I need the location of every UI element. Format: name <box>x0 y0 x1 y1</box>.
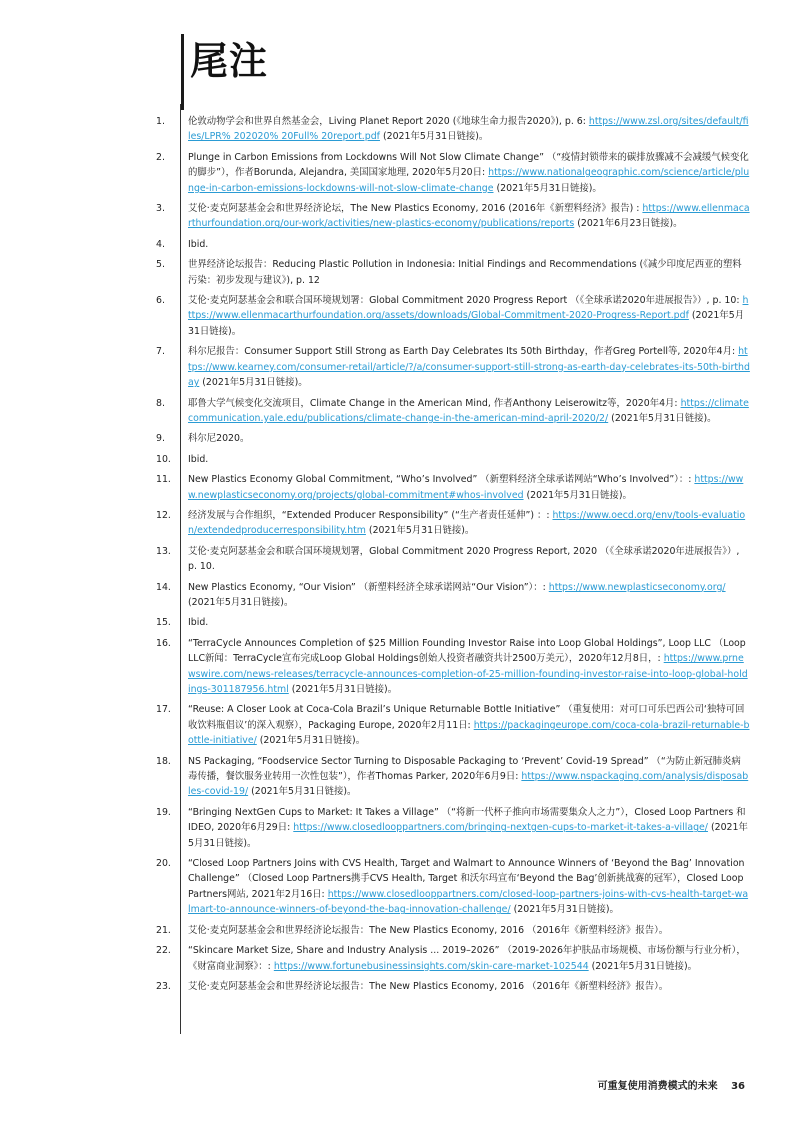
endnote-text-run: (2021年5月31日链接)。 <box>188 822 748 849</box>
endnote <box>150 114 750 145</box>
endnote-text-run: 伦敦动物学会和世界自然基金会，Living Planet Report 2020 (《地球生命力报告2020》), p. 6: <box>188 116 589 127</box>
endnote-text-run: (2021年5月31日链接)。 <box>288 684 398 695</box>
endnote <box>150 201 750 232</box>
endnote <box>150 805 750 851</box>
endnote-text-run: Ibid. <box>188 617 209 629</box>
endnote-link[interactable]: https://www.closedlooppartners.com/closed-loop-partners-joins-with-cvs-health-target-walmart-to-announce-winners-of-beyond-the-bag-innovation-challenge/ <box>188 888 749 916</box>
endnote-number: 22. <box>156 945 171 957</box>
endnote-text <box>188 580 750 611</box>
endnote-text-run: NS Packaging, “Foodservice Sector Turning to Disposable Packaging to ‘Prevent’ Covid-19 Spread” （“为防止新冠肺炎病毒传播，餐饮服务业转用一次性包装”），作者Thomas Parker, 2020年6月9日: <box>188 755 741 783</box>
endnote-text <box>188 452 750 467</box>
page-title: 尾注 <box>190 39 269 83</box>
endnote <box>150 237 750 252</box>
endnote-link[interactable]: https://www.zsl.org/sites/default/files/LPR% 202020% 20Full% 20report.pdf <box>188 116 749 143</box>
endnote-link[interactable]: https://www.nspackaging.com/analysis/disposables-covid-19/ <box>188 771 749 798</box>
endnote-text-run: (2021年5月31日链接)。 <box>379 131 489 143</box>
endnote-text <box>188 114 750 145</box>
endnote-text-run: 艾伦·麦克阿瑟基金会和联合国环境规划署，Global Commitment 2020 Progress Report, 2020 （《全球承诺2020年进展报告》）, p. 10. <box>188 545 740 573</box>
endnote-text-run: (2021年5月31日链接)。 <box>493 182 602 194</box>
endnote <box>150 396 750 427</box>
endnote-number: 14. <box>156 581 171 593</box>
endnote <box>150 472 750 503</box>
endnote-text <box>188 396 750 427</box>
endnote-link[interactable]: https://www.newplasticseconomy.org/ <box>548 581 726 593</box>
endnote-text-run: 耶鲁大学气候变化交流项目，Climate Change in the American Mind, 作者Anthony Leiserowitz等，2020年4月: <box>188 397 681 409</box>
endnote-text <box>188 431 750 446</box>
endnote-number: 10. <box>156 453 171 465</box>
page-footer <box>598 1077 745 1092</box>
endnote-number: 21. <box>156 924 171 936</box>
endnote-text-run: 艾伦·麦克阿瑟基金会和世界经济论坛报告：The New Plastics Economy, 2016 （2016年《新塑料经济》报告）。 <box>188 980 669 992</box>
endnote-text-run: 艾伦·麦克阿瑟基金会和世界经济论坛，The New Plastics Economy, 2016 (2016年《新塑料经济》报告) : <box>188 203 643 215</box>
endnote-text <box>188 293 750 339</box>
endnote-text-run: “Bringing NextGen Cups to Market: It Takes a Village” （“将新一代杯子推向市场需要集众人之力”），Closed Loop Partners 和IDEO, 2020年6月29日: <box>188 806 746 834</box>
endnote-number: 15. <box>156 617 171 629</box>
endnote-number: 3. <box>156 203 165 215</box>
title-accent-bar <box>181 34 184 110</box>
endnote-link[interactable]: https://climatecommunication.yale.edu/publications/climate-change-in-the-american-mind-april-2020/2/ <box>188 397 749 424</box>
endnote <box>150 150 750 196</box>
endnote-link[interactable]: https://www.fortunebusinessinsights.com/skin-care-market-102544 <box>273 960 589 972</box>
endnote <box>150 923 750 938</box>
endnote-text-run: Ibid. <box>188 453 209 465</box>
endnote-text-run: (2021年5月31日链接)。 <box>365 525 475 537</box>
endnote-text <box>188 472 750 503</box>
endnote-link[interactable]: https://www.ellenmacarthurfoundation.org/assets/downloads/Global-Commitment-2020-Progress-Report.pdf <box>188 295 749 322</box>
endnote-number: 13. <box>156 545 171 557</box>
endnote-number: 23. <box>156 980 171 992</box>
endnote-text <box>188 702 750 748</box>
endnote <box>150 344 750 390</box>
endnote-text-run: 艾伦·麦克阿瑟基金会和世界经济论坛报告：The New Plastics Economy, 2016 （2016年《新塑料经济》报告）。 <box>188 924 669 936</box>
endnote-text-run: Plunge in Carbon Emissions from Lockdowns Will Not Slow Climate Change” （“疫情封锁带来的碳排放骤减不会减缓气候变化的脚步”），作者Borunda, Alejandra, 美国国家地理, 2020年5月20日: <box>188 151 749 179</box>
endnote-text <box>188 237 750 252</box>
endnote <box>150 580 750 611</box>
endnote-text <box>188 344 750 390</box>
endnote-text-run: (2021年5月31日链接)。 <box>188 596 294 608</box>
endnote-text-run: Ibid. <box>188 238 209 250</box>
endnote <box>150 636 750 698</box>
endnote-text <box>188 943 750 974</box>
endnote-number: 2. <box>156 151 165 163</box>
endnote <box>150 979 750 994</box>
endnote-link[interactable]: https://www.nationalgeographic.com/science/article/plunge-in-carbon-emissions-lockdowns-will-not-slow-climate-change <box>188 167 750 194</box>
endnote-text-run: “TerraCycle Announces Completion of $25 Million Founding Investor Raise into Loop Global Holdings”, Loop LLC （Loop LLC新闻：TerraCycle宣布完成Loop Global Holdings创始人投资者融资共计2500万美元），2020年12月8日，: <box>188 637 746 665</box>
endnote-text-run: New Plastics Economy Global Commitment, “Who’s Involved” （新塑料经济全球承诺网站“Who’s Involved”）：: <box>188 474 695 486</box>
endnote-text-run: (2021年5月31日链接)。 <box>188 310 745 337</box>
endnote <box>150 615 750 630</box>
endnote <box>150 702 750 748</box>
endnote-link[interactable]: https://www.kearney.com/consumer-retail/article/?/a/consumer-support-still-strong-as-earth-day-celebrates-its-50th-birthday <box>188 346 750 389</box>
endnote-number: 9. <box>156 433 165 445</box>
endnote-text <box>188 615 750 630</box>
endnote-text <box>188 923 750 938</box>
endnote-number: 20. <box>156 858 171 870</box>
endnote <box>150 544 750 575</box>
endnote-text <box>188 544 750 575</box>
endnote <box>150 452 750 467</box>
endnote-number: 16. <box>156 637 171 649</box>
endnote <box>150 856 750 918</box>
endnote-number: 1. <box>156 116 165 127</box>
endnote <box>150 943 750 974</box>
endnote-link[interactable]: https://www.oecd.org/env/tools-evaluation/extendedproducerresponsibility.htm <box>188 509 746 537</box>
endnote-text-run: 科尔尼2020。 <box>188 433 250 445</box>
page-number: 36 <box>731 1081 745 1092</box>
endnote-text-run: (2021年6月23日链接)。 <box>574 218 683 230</box>
endnote <box>150 293 750 339</box>
endnote <box>150 257 750 288</box>
endnote-number: 17. <box>156 704 171 716</box>
endnote-link[interactable]: https://www.ellenmacarthurfoundation.org/our-work/activities/new-plastics-economy/publications/reports <box>188 203 750 230</box>
endnote-text <box>188 979 750 994</box>
endnote-text-run: 科尔尼报告：Consumer Support Still Strong as Earth Day Celebrates Its 50th Birthday，作者Greg Portell等, 2020年4月: <box>188 346 739 358</box>
endnote-text-run: 经济发展与合作组织，“Extended Producer Responsibility” (“生产者责任延伸”) ：: <box>188 509 553 521</box>
endnote-text-run: 艾伦·麦克阿瑟基金会和联合国环境规划署：Global Commitment 2020 Progress Report （《全球承诺2020年进展报告》）, p. 10: <box>188 295 743 307</box>
endnote-text <box>188 150 750 196</box>
endnote-link[interactable]: https://packagingeurope.com/coca-cola-brazil-returnable-bottle-initiative/ <box>188 719 750 747</box>
endnote-link[interactable]: https://www.closedlooppartners.com/bringing-nextgen-cups-to-market-it-takes-a-village/ <box>293 822 708 834</box>
endnote-text-run: (2021年5月31日链接)。 <box>510 904 619 916</box>
endnote-text <box>188 508 750 539</box>
endnote-text-run: “Reuse: A Closer Look at Coca-Cola Brazil’s Unique Returnable Bottle Initiative” （重复使用：对可口可乐巴西公司‘独特可回收饮料瓶倡议’的深入观察），Packaging Europe, 2020年2月11日: <box>188 704 745 731</box>
endnote-text <box>188 201 750 232</box>
endnote-link[interactable]: https://www.newplasticseconomy.org/projects/global-commitment#whos-involved <box>188 474 744 501</box>
endnote-text-run: (2021年5月31日链接)。 <box>523 489 632 501</box>
endnote-text-run: 世界经济论坛报告：Reducing Plastic Pollution in Indonesia: Initial Findings and Recommendations (《减少印度尼西亚的塑料污染：初步发现与建议》), p. 12 <box>188 259 742 286</box>
endnote-text <box>188 856 750 918</box>
endnote-text <box>188 805 750 851</box>
endnote <box>150 754 750 800</box>
endnote-text <box>188 636 750 698</box>
endnote-text <box>188 257 750 288</box>
endnote-number: 8. <box>156 397 165 409</box>
endnote-number: 4. <box>156 238 165 250</box>
endnote-text-run: “Closed Loop Partners Joins with CVS Health, Target and Walmart to Announce Winners of ‘Beyond the Bag’ Innovation Challenge” （Closed Loop Partners携手CVS Health, Target 和沃尔玛宣布‘Beyond the Bag’创新挑战赛的冠军），Closed Loop Partners网站, 2021年2月16日: <box>188 858 745 900</box>
endnote-number: 18. <box>156 755 171 767</box>
endnote-number: 5. <box>156 259 165 271</box>
endnote <box>150 508 750 539</box>
endnote-text-run: (2021年5月31日链接)。 <box>588 960 697 972</box>
endnote-link[interactable]: https://www.prnewswire.com/news-releases/terracycle-announces-completion-of-25-million-founding-investor-raise-into-loop-global-holdings-301187956.html <box>188 653 748 695</box>
endnote-number: 11. <box>156 474 171 486</box>
endnote-number: 19. <box>156 806 171 818</box>
endnote-text-run: (2021年5月31日链接)。 <box>256 735 366 747</box>
endnote-text-run: “Skincare Market Size, Share and Industry Analysis ... 2019–2026” （2019-2026年护肤品市场规模、市场份额与行业分析），《财富商业洞察》：: <box>188 945 746 972</box>
endnote-number: 6. <box>156 295 165 307</box>
endnote-text <box>188 754 750 800</box>
endnotes-list <box>150 114 750 999</box>
endnote-text-run: (2021年5月31日链接)。 <box>608 412 717 424</box>
endnote-text-run: (2021年5月31日链接)。 <box>248 786 357 798</box>
endnote-number: 7. <box>156 346 165 358</box>
endnote-number: 12. <box>156 509 171 521</box>
footer-title: 可重复使用消费模式的未来 <box>597 1081 718 1092</box>
endnote <box>150 431 750 446</box>
endnote-text-run: (2021年5月31日链接)。 <box>199 377 308 389</box>
endnote-text-run: New Plastics Economy, “Our Vision” （新塑料经济全球承诺网站“Our Vision”）：: <box>188 581 549 593</box>
